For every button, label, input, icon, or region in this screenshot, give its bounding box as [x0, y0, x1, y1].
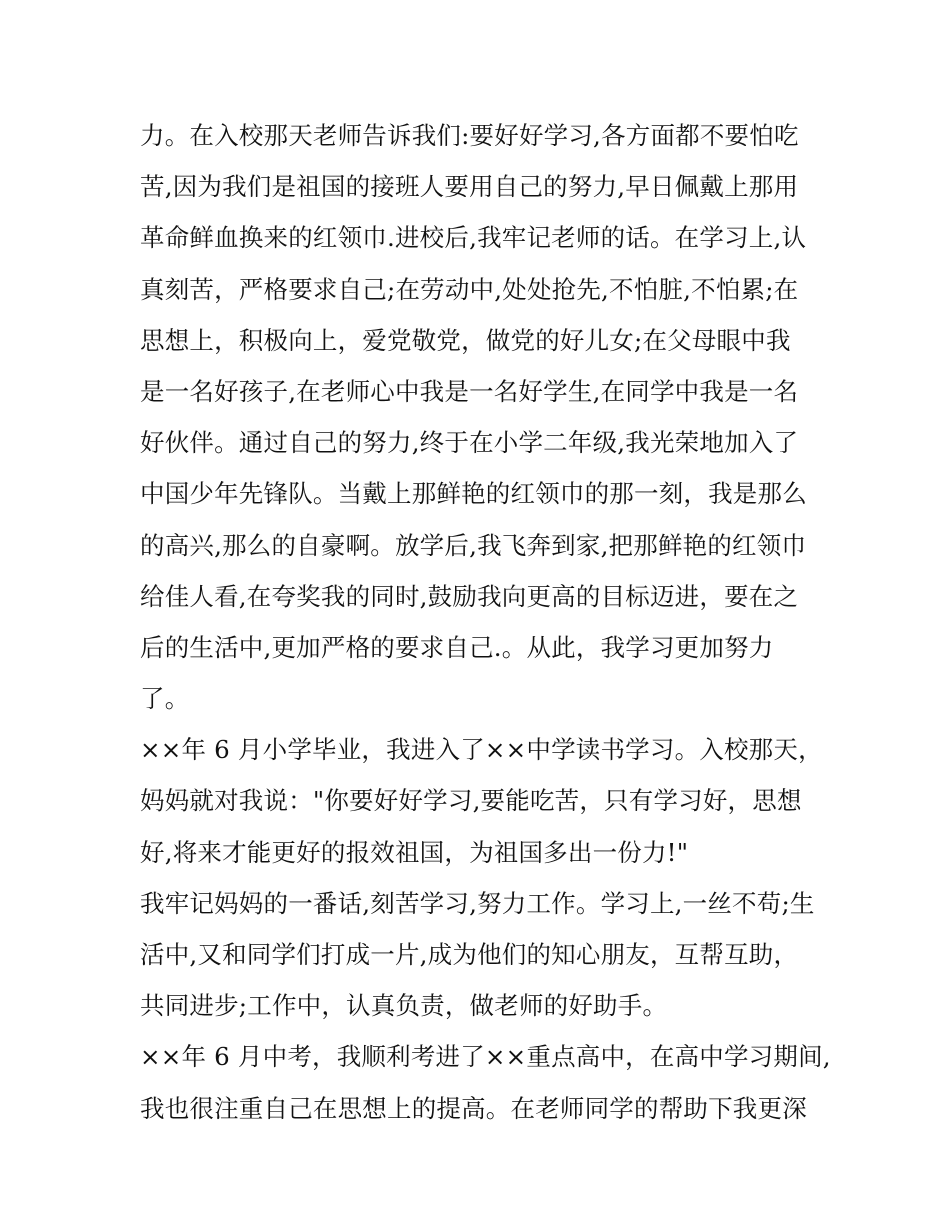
text-line: 中国少年先锋队。当戴上那鲜艳的红领巾的那一刻，我是那么 — [140, 479, 807, 509]
text-line: 苦,因为我们是祖国的接班人要用自己的努力,早日佩戴上那用 — [140, 172, 799, 202]
text-line: 了。 — [140, 684, 190, 714]
text-line: 后的生活中,更加严格的要求自己.。从此，我学习更加努力 — [140, 632, 774, 662]
text-line: 革命鲜血换来的红领巾.进校后,我牢记老师的话。在学习上,认 — [140, 223, 807, 253]
body-text — [140, 110, 840, 1134]
text-line: 我也很注重自己在思想上的提高。在老师同学的帮助下我更深 — [140, 1093, 807, 1123]
text-line: 思想上，积极向上，爱党敬党，做党的好儿女;在父母眼中我 — [140, 325, 791, 355]
text-line: 共同进步;工作中，认真负责，做老师的好助手。 — [140, 991, 668, 1021]
text-line: ××年 6 月中考，我顺利考进了××重点高中，在高中学习期间, — [140, 1042, 831, 1072]
text-line: 好伙伴。通过自己的努力,终于在小学二年级,我光荣地加入了 — [140, 428, 799, 458]
text-line: 好,将来才能更好的报效祖国，为祖国多出一份力!" — [140, 837, 689, 867]
text-line: ××年 6 月小学毕业，我进入了××中学读书学习。入校那天， — [140, 735, 823, 765]
text-line: 给佳人看,在夸奖我的同时,鼓励我向更高的目标迈进，要在之 — [140, 581, 799, 611]
text-line: 是一名好孩子,在老师心中我是一名好学生,在同学中我是一名 — [140, 376, 799, 406]
text-line: 的高兴,那么的自豪啊。放学后,我飞奔到家,把那鲜艳的红领巾 — [140, 530, 807, 560]
text-line: 我牢记妈妈的一番话,刻苦学习,努力工作。学习上,一丝不苟;生 — [140, 888, 815, 918]
text-line: 真刻苦，严格要求自己;在劳动中,处处抢先,不怕脏,不怕累;在 — [140, 274, 799, 304]
text-line: 力。在入校那天老师告诉我们:要好好学习,各方面都不要怕吃 — [140, 121, 799, 150]
text-line: 妈妈就对我说："你要好好学习,要能吃苦，只有学习好，思想 — [140, 786, 802, 816]
text-line: 活中,又和同学们打成一片,成为他们的知心朋友，互帮互助， — [140, 940, 799, 969]
